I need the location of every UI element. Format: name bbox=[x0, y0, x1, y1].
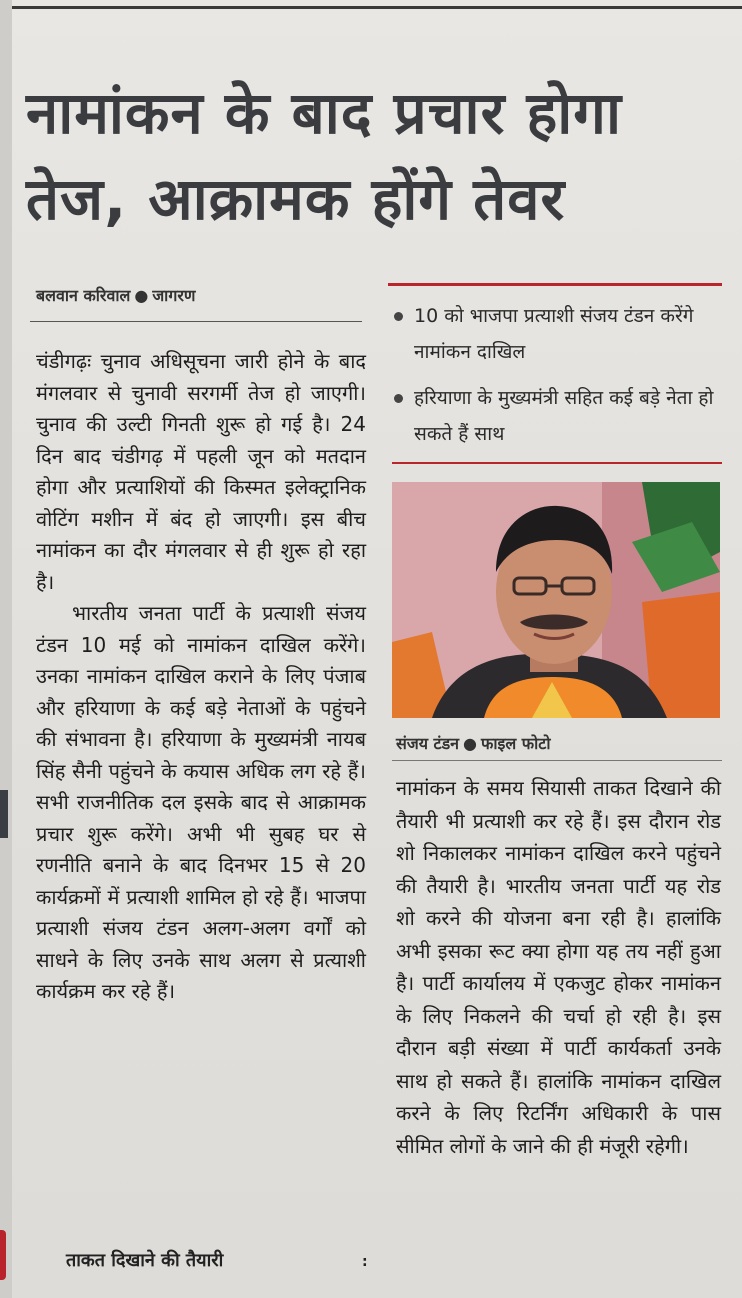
adjacent-column-red-mark bbox=[0, 1230, 6, 1280]
article-paragraph: चंडीगढ़ः चुनाव अधिसूचना जारी होने के बाद मंगलवार से चुनावी सरगर्मी तेज हो जाएगी। चुनाव की उल्टी गिनती शुरू हो गई है। 24 दिन बाद चंडीगढ़ में पहली जून को मतदान होगा और प्रत्याशियों की किस्मत इलेक्ट्रानिक वोटिंग मशीन में बंद हो जाएगी। इस बीच नामांकन का दौर मंगलवार से ही शुरू हो रहा है। bbox=[36, 349, 366, 594]
byline-divider bbox=[30, 321, 362, 322]
bullet-dot-icon bbox=[394, 394, 403, 403]
article-body-left bbox=[36, 346, 366, 1008]
top-rule bbox=[0, 6, 742, 9]
bullet-dot-icon: ● bbox=[463, 734, 478, 753]
photo-caption bbox=[396, 732, 550, 754]
adjacent-column-mark bbox=[0, 790, 8, 838]
subheading: ताकत दिखाने की तैयारी bbox=[66, 1250, 224, 1271]
bullet-dot-icon bbox=[394, 312, 403, 321]
portrait-photo bbox=[392, 482, 720, 718]
highlight-text: 10 को भाजपा प्रत्याशी संजय टंडन करेंगे नामांकन दाखिल bbox=[414, 305, 694, 363]
article-paragraph: भारतीय जनता पार्टी के प्रत्याशी संजय टंडन 10 मई को नामांकन दाखिल करेंगे। उनका नामांकन दाखिल कराने के लिए पंजाब और हरियाणा के कई बड़े नेताओं के पहुंचने की संभावना है। हरियाणा के मुख्यमंत्री नायब सिंह सैनी पहुंचने के कयास अधिक लग रहे हैं। सभी राजनीतिक दल इसके बाद से आक्रामक प्रचार शुरू करेंगे। अभी भी सुबह घर से रणनीति बनाने के बाद दिनभर 15 से 20 कार्यक्रमों में प्रत्याशी शामिल हो रहे हैं। भाजपा प्रत्याशी संजय टंडन अलग-अलग वर्गों को साधने के लिए उनके साथ अलग से प्रत्याशी कार्यक्रम कर रहे हैं। bbox=[36, 601, 366, 1003]
subheading-colon: : bbox=[362, 1254, 368, 1270]
caption-credit: फाइल फोटो bbox=[481, 734, 551, 753]
highlights-list bbox=[392, 298, 722, 462]
caption-divider bbox=[392, 760, 722, 761]
highlights-top-rule bbox=[388, 283, 722, 286]
byline-source: जागरण bbox=[152, 286, 196, 305]
article-body-right bbox=[396, 772, 721, 1162]
headline: नामांकन के बाद प्रचार होगा तेज, आक्रामक होंगे तेवर bbox=[26, 79, 622, 233]
bullet-dot-icon: ● bbox=[134, 286, 149, 305]
article-paragraph: नामांकन के समय सियासी ताकत दिखाने की तैयारी भी प्रत्याशी कर रहे हैं। इस दौरान रोड शो निकालकर नामांकन दाखिल करने पहुंचने की तैयारी है। भारतीय जनता पार्टी यह रोड शो करने की योजना बना रही है। हालांकि अभी इसका रूट क्या होगा यह तय नहीं हुआ है। पार्टी कार्यालय में एकजुट होकर नामांकन के लिए निकलने की चर्चा हो रही है। इस दौरान बड़ी संख्या में पार्टी कार्यकर्ता उनके साथ हो सकते हैं। हालांकि नामांकन दाखिल करने के लिए रिटर्निंग अधिकारी के पास सीमित लोगों के जाने की ही मंजूरी रहेगी। bbox=[396, 776, 721, 1158]
byline-author: बलवान करिवाल bbox=[36, 286, 131, 305]
highlight-text: हरियाणा के मुख्यमंत्री सहित कई बड़े नेता हो सकते हैं साथ bbox=[414, 387, 714, 445]
highlights-bottom-rule bbox=[392, 462, 722, 464]
byline bbox=[36, 284, 195, 306]
portrait-illustration bbox=[392, 482, 720, 718]
highlight-item bbox=[392, 380, 722, 452]
caption-name: संजय टंडन bbox=[396, 734, 460, 753]
adjacent-column-edge bbox=[0, 0, 12, 1298]
highlight-item bbox=[392, 298, 722, 370]
